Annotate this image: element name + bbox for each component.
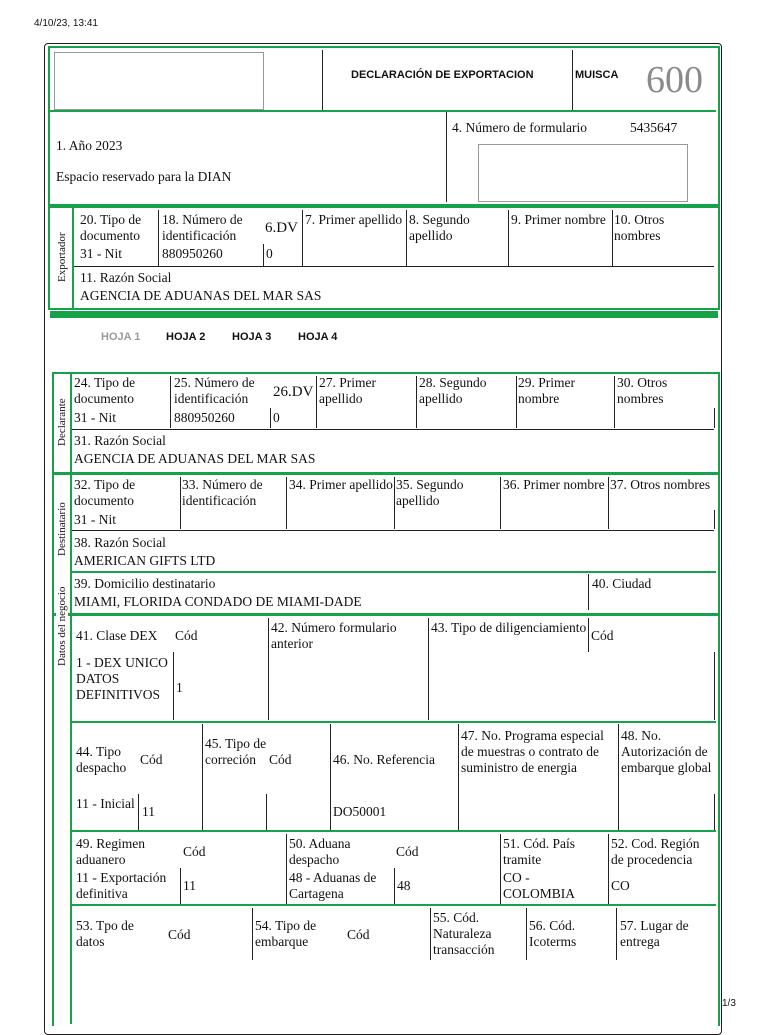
- f9-label: 9. Primer nombre: [511, 212, 606, 227]
- f30-label: 30. Otros nombres: [617, 375, 668, 406]
- reserved-dian: Espacio reservado para la DIAN: [56, 169, 232, 184]
- f10-label: 10. Otros nombres: [614, 212, 665, 243]
- print-page-number: 1/3: [722, 998, 736, 1009]
- f7-label: 7. Primer apellido: [305, 212, 403, 227]
- f20-value: 31 - Nit: [80, 246, 122, 261]
- dian-reserved-box: [478, 144, 688, 202]
- f47-label: 47. No. Programa especial de muestras o contrato de suministro de energia: [461, 728, 604, 775]
- f38-value: AMERICAN GIFTS LTD: [74, 553, 216, 568]
- muisca-label: MUISCA: [575, 69, 619, 81]
- f42-label: 42. Número formulario anterior: [271, 620, 397, 651]
- tab-hoja-4[interactable]: HOJA 4: [298, 331, 338, 343]
- print-datetime: 4/10/23, 13:41: [34, 18, 98, 29]
- f6-label: 6.DV: [265, 220, 298, 236]
- f49-value: 11 - Exportación definitiva: [76, 870, 167, 901]
- f6-value: 0: [266, 246, 273, 261]
- f51-value: CO - COLOMBIA: [503, 870, 576, 901]
- f49-cod-value: 11: [183, 878, 196, 893]
- f44-value: 11 - Inicial: [76, 796, 135, 811]
- f50-value: 48 - Aduanas de Cartagena: [289, 870, 377, 901]
- f33-label: 33. Número de identificación: [182, 477, 263, 508]
- f52-label: 52. Cod. Región de procedencia: [611, 836, 700, 867]
- tab-hoja-2[interactable]: HOJA 2: [166, 331, 206, 343]
- f27-label: 27. Primer apellido: [319, 375, 376, 406]
- f32-label: 32. Tipo de documento: [74, 477, 136, 508]
- f41-cod-value: 1: [176, 680, 183, 695]
- f25-value: 880950260: [174, 410, 235, 425]
- f56-label: 56. Cód. Icoterms: [529, 918, 577, 949]
- numero-formulario-label: 4. Número de formulario: [452, 120, 587, 135]
- f41-cod-label: Cód: [175, 628, 198, 643]
- f28-label: 28. Segundo apellido: [419, 375, 487, 406]
- f49-label: 49. Regimen aduanero: [76, 836, 145, 867]
- f39-label: 39. Domicilio destinatario: [74, 576, 216, 591]
- section-divider: [50, 311, 718, 318]
- f39-value: MIAMI, FLORIDA CONDADO DE MIAMI-DADE: [74, 594, 362, 609]
- anio-label: 1. Año 2023: [56, 138, 123, 153]
- form-title: DECLARACIÓN DE EXPORTACION: [351, 69, 534, 81]
- f43-label: 43. Tipo de diligenciamiento: [431, 620, 587, 635]
- f32-value: 31 - Nit: [74, 512, 116, 527]
- f51-label: 51. Cód. País tramite: [503, 836, 576, 867]
- f18-value: 880950260: [162, 246, 223, 261]
- f45-label: 45. Tipo de correción: [205, 736, 267, 767]
- f20-label: 20. Tipo de documento: [80, 212, 142, 243]
- f31-label: 31. Razón Social: [74, 433, 166, 448]
- f37-label: 37. Otros nombres: [610, 477, 711, 492]
- f26-value: 0: [273, 410, 280, 425]
- f57-label: 57. Lugar de entrega: [620, 918, 689, 949]
- exportador-side-label: Exportador: [56, 232, 68, 282]
- f49-cod-label: Cód: [183, 844, 206, 859]
- f38-label: 38. Razón Social: [74, 535, 166, 550]
- f53-label: 53. Tpo de datos: [76, 918, 134, 949]
- declarante-side-label: Declarante: [56, 398, 68, 446]
- f25-label: 25. Número de identificación: [174, 375, 255, 406]
- f26-label: 26.DV: [273, 384, 314, 400]
- f50-cod-value: 48: [397, 878, 411, 893]
- f44-label: 44. Tipo despacho: [76, 744, 127, 775]
- f36-label: 36. Primer nombre: [503, 477, 605, 492]
- tab-hoja-1[interactable]: HOJA 1: [101, 331, 141, 343]
- f35-label: 35. Segundo apellido: [396, 477, 464, 508]
- f55-label: 55. Cód. Naturaleza transacción: [433, 910, 495, 957]
- numero-formulario-value: 5435647: [630, 120, 678, 135]
- f48-label: 48. No. Autorización de embarque global: [621, 728, 712, 775]
- f54-cod-label: Cód: [347, 927, 370, 942]
- negocio-side-label: Datos del negocio: [56, 586, 68, 666]
- f50-label: 50. Aduana despacho: [289, 836, 351, 867]
- f53-cod-label: Cód: [168, 927, 191, 942]
- f11-label: 11. Razón Social: [80, 270, 172, 285]
- f31-value: AGENCIA DE ADUANAS DEL MAR SAS: [74, 451, 316, 466]
- form-number: 600: [646, 59, 703, 101]
- f52-value: CO: [611, 878, 630, 893]
- f29-label: 29. Primer nombre: [518, 375, 575, 406]
- f24-label: 24. Tipo de documento: [74, 375, 136, 406]
- f34-label: 34. Primer apellido: [289, 477, 393, 492]
- f24-value: 31 - Nit: [74, 410, 116, 425]
- f46-value: DO50001: [333, 804, 387, 819]
- logo-placeholder: [54, 52, 264, 110]
- destinatario-side-label: Destinatario: [56, 502, 68, 556]
- f18-label: 18. Número de identificación: [162, 212, 243, 243]
- f11-value: AGENCIA DE ADUANAS DEL MAR SAS: [80, 288, 322, 303]
- f45-cod-label: Cód: [269, 752, 292, 767]
- f41-value: 1 - DEX UNICO DATOS DEFINITIVOS: [76, 655, 168, 702]
- f54-label: 54. Tipo de embarque: [255, 918, 317, 949]
- f40-label: 40. Ciudad: [592, 576, 652, 591]
- f8-label: 8. Segundo apellido: [409, 212, 470, 243]
- f44-cod-label: Cód: [140, 752, 163, 767]
- f41-label: 41. Clase DEX: [76, 628, 158, 643]
- f50-cod-label: Cód: [396, 844, 419, 859]
- tab-hoja-3[interactable]: HOJA 3: [232, 331, 272, 343]
- f43-cod-label: Cód: [591, 628, 614, 643]
- f46-label: 46. No. Referencia: [333, 752, 435, 767]
- f44-cod-value: 11: [142, 804, 155, 819]
